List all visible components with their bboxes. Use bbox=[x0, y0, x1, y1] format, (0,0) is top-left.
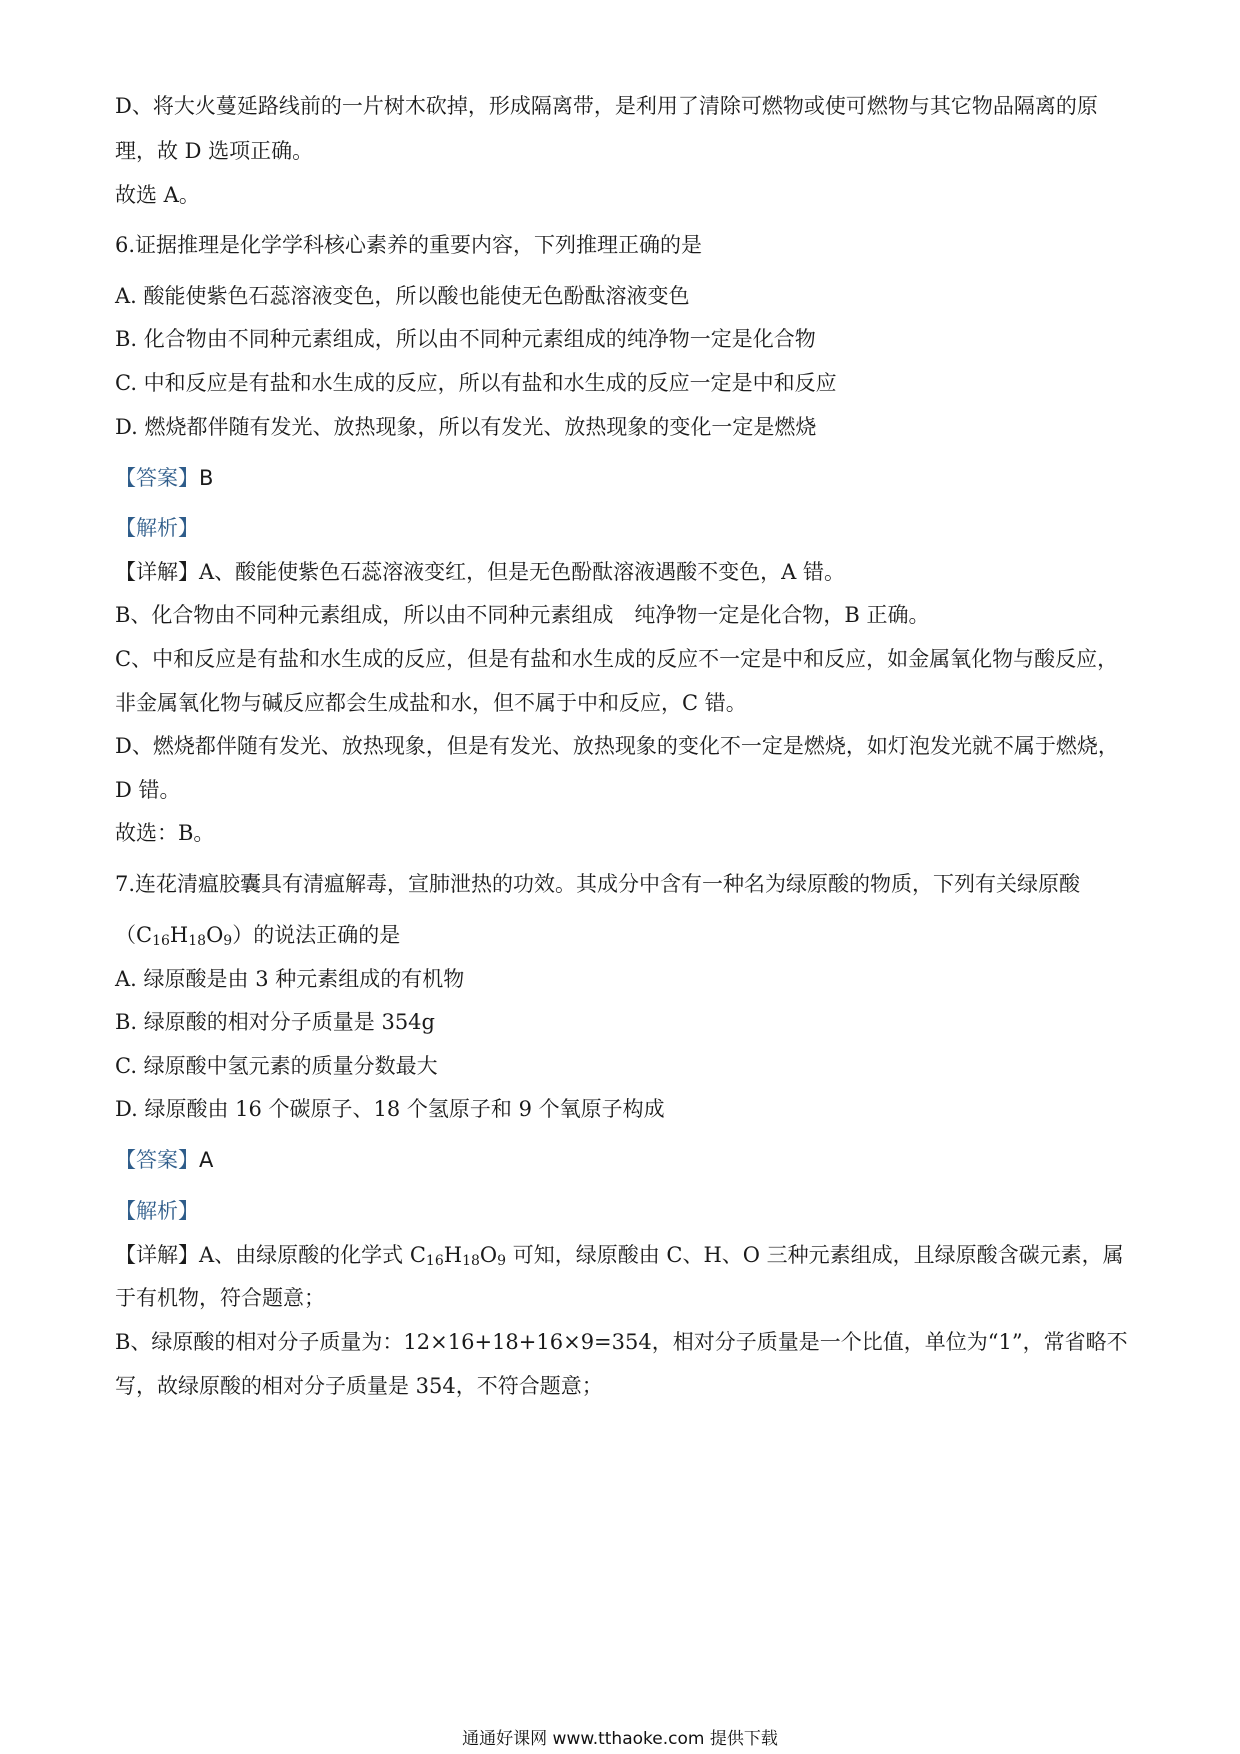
question-7-option-c: C. 绿原酸中氢元素的质量分数最大 bbox=[115, 1054, 438, 1078]
text-line: B、化合物由不同种元素组成，所以由不同种元素组成 纯净物一定是化合物，B 正确。 bbox=[115, 603, 930, 627]
question-6-option-b: B. 化合物由不同种元素组成，所以由不同种元素组成的纯净物一定是化合物 bbox=[115, 327, 816, 351]
text-line: 故选 A。 bbox=[115, 183, 200, 207]
question-7-option-d: D. 绿原酸由 16 个碳原子、18 个氢原子和 9 个氧原子构成 bbox=[115, 1097, 665, 1121]
answer-value: A bbox=[199, 1148, 214, 1172]
text-line: 故选：B。 bbox=[115, 821, 215, 845]
formula-subscript: 16 bbox=[425, 1253, 444, 1269]
question-6-analysis-tag: 【解析】 bbox=[115, 516, 199, 540]
text-line: 理，故 D 选项正确。 bbox=[115, 139, 314, 163]
detail-text: A、酸能使紫色石蕊溶液变红，但是无色酚酞溶液遇酸不变色，A 错。 bbox=[199, 560, 846, 584]
text-line: 非金属氧化物与碱反应都会生成盐和水，但不属于中和反应，C 错。 bbox=[115, 691, 747, 715]
detail-text: 可知，绿原酸由 C、H、O 三种元素组成，且绿原酸含碳元素，属 bbox=[506, 1243, 1124, 1267]
formula-subscript: 9 bbox=[223, 933, 233, 949]
formula-part: H bbox=[443, 1243, 463, 1267]
question-6-detail bbox=[115, 557, 845, 587]
question-7-option-a: A. 绿原酸是由 3 种元素组成的有机物 bbox=[115, 967, 465, 991]
formula-part: O bbox=[206, 923, 224, 947]
page-footer: 通通好课网 www.tthaoke.com 提供下载 bbox=[462, 1729, 778, 1749]
text-line: D、将大火蔓延路线前的一片树木砍掉，形成隔离带，是利用了清除可燃物或使可燃物与其它物品隔离的原 bbox=[115, 94, 1098, 118]
answer-value: B bbox=[199, 466, 214, 490]
text-line: 于有机物，符合题意； bbox=[115, 1286, 325, 1310]
formula-part: O bbox=[479, 1243, 498, 1267]
detail-tag: 【详解】 bbox=[115, 1243, 199, 1267]
detail-tag: 【详解】 bbox=[115, 560, 199, 584]
question-7-detail bbox=[115, 1240, 1124, 1270]
text-line: B、绿原酸的相对分子质量为：12×16+18+16×9=354，相对分子质量是一个比值，单位为“1”，常省略不 bbox=[115, 1330, 1128, 1354]
text-line: C、中和反应是有盐和水生成的反应，但是有盐和水生成的反应不一定是中和反应，如金属氧化物与酸反应， bbox=[115, 647, 1119, 671]
answer-tag: 【答案】 bbox=[115, 466, 199, 490]
formula-subscript: 16 bbox=[152, 933, 170, 949]
question-7-option-b: B. 绿原酸的相对分子质量是 354g bbox=[115, 1010, 435, 1034]
text-line: D 错。 bbox=[115, 778, 181, 802]
formula-part: H bbox=[169, 923, 189, 947]
question-7-answer bbox=[115, 1145, 213, 1175]
text-line: D、燃烧都伴随有发光、放热现象，但是有发光、放热现象的变化不一定是燃烧，如灯泡发光就不属于燃烧， bbox=[115, 734, 1119, 758]
question-6-option-d: D. 燃烧都伴随有发光、放热现象，所以有发光、放热现象的变化一定是燃烧 bbox=[115, 415, 817, 439]
formula-subscript: 9 bbox=[497, 1253, 507, 1269]
formula-subscript: 18 bbox=[188, 933, 207, 949]
detail-text: A、由绿原酸的化学式 C bbox=[199, 1243, 426, 1267]
formula-part: （C bbox=[115, 923, 153, 947]
answer-tag: 【答案】 bbox=[115, 1148, 199, 1172]
question-6-option-a: A. 酸能使紫色石蕊溶液变色，所以酸也能使无色酚酞溶液变色 bbox=[115, 284, 690, 308]
text-line: 写，故绿原酸的相对分子质量是 354，不符合题意； bbox=[115, 1374, 603, 1398]
question-7-analysis-tag: 【解析】 bbox=[115, 1199, 199, 1223]
question-7: 7.连花清瘟胶囊具有清瘟解毒，宣肺泄热的功效。其成分中含有一种名为绿原酸的物质，下列有关绿原酸 bbox=[115, 872, 1081, 896]
question-7-formula-line bbox=[115, 920, 400, 950]
question-6-option-c: C. 中和反应是有盐和水生成的反应，所以有盐和水生成的反应一定是中和反应 bbox=[115, 371, 837, 395]
formula-subscript: 18 bbox=[462, 1253, 480, 1269]
question-6: 6.证据推理是化学学科核心素养的重要内容，下列推理正确的是 bbox=[115, 233, 703, 257]
question-6-answer bbox=[115, 463, 213, 493]
formula-part: ）的说法正确的是 bbox=[232, 923, 401, 947]
